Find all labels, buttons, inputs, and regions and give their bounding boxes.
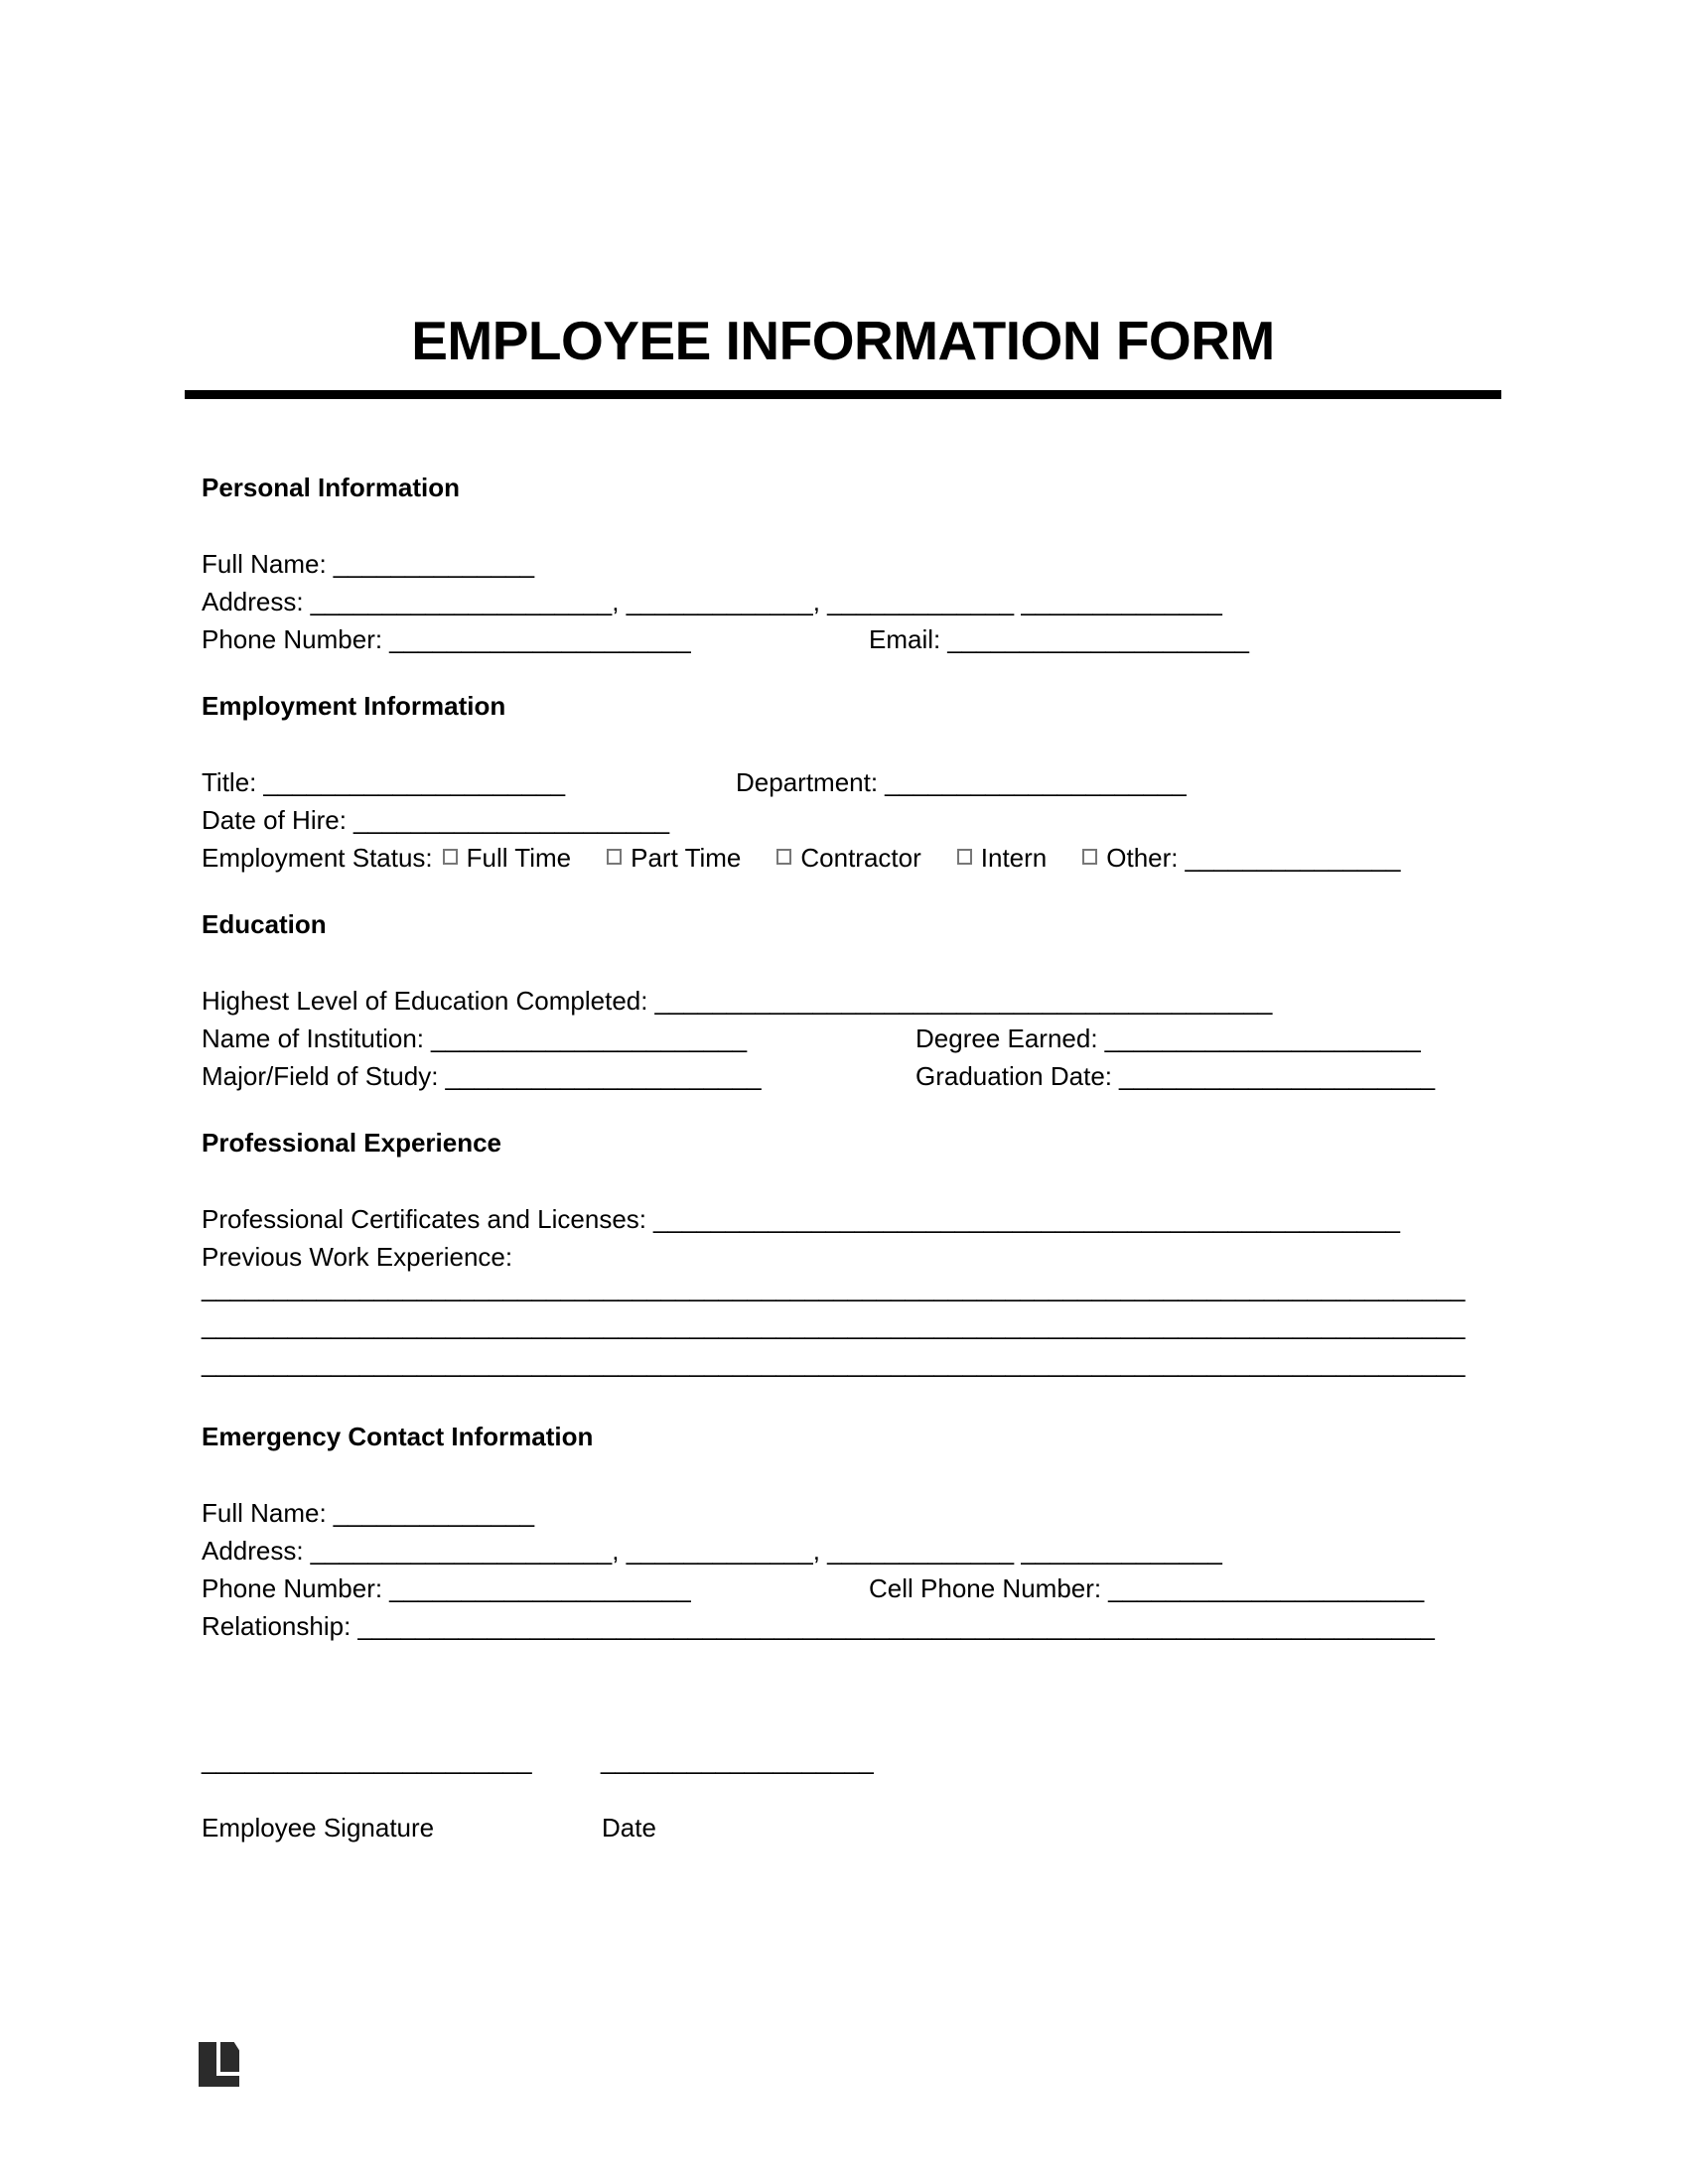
employment-title-dept-row: [202, 763, 1187, 801]
graduation-date-blank[interactable]: ______________________: [1119, 1061, 1436, 1091]
job-title-blank[interactable]: _____________________: [263, 767, 566, 797]
relationship-label: Relationship:: [202, 1611, 352, 1641]
cell-phone-blank[interactable]: ______________________: [1108, 1573, 1425, 1603]
date-of-hire-row: [202, 801, 669, 839]
relationship-blank[interactable]: ___________________________________________________________________________: [357, 1611, 1435, 1641]
degree-earned-blank[interactable]: ______________________: [1104, 1024, 1421, 1053]
employee-signature-label: Employee Signature: [202, 1813, 435, 1843]
previous-work-label: Previous Work Experience:: [202, 1242, 513, 1272]
graduation-group: [915, 1057, 1435, 1095]
full-name-blank[interactable]: ______________: [333, 549, 535, 579]
personal-phone-email-row: [202, 620, 1249, 658]
signature-lines-row: [202, 1741, 874, 1779]
status-option-contractor: [776, 843, 920, 873]
signature-labels-row: [202, 1809, 656, 1846]
date-label: Date: [602, 1813, 656, 1843]
status-option-part-time: [607, 843, 741, 873]
work-experience-blank[interactable]: ________________________________________________________________________________________: [202, 1273, 1466, 1302]
checkbox-icon[interactable]: [1082, 849, 1097, 865]
department-blank[interactable]: _____________________: [885, 767, 1187, 797]
emergency-phone-row: [202, 1570, 1425, 1607]
work-experience-line-3: [202, 1344, 1465, 1382]
institution-blank[interactable]: ______________________: [431, 1024, 748, 1053]
emergency-full-name-row: [202, 1494, 534, 1532]
status-option-label: Other:: [1106, 843, 1179, 873]
highest-education-row: [202, 982, 1272, 1020]
emergency-contact-heading: Emergency Contact Information: [202, 1422, 594, 1451]
emergency-phone-blank[interactable]: _____________________: [389, 1573, 691, 1603]
degree-earned-label: Degree Earned:: [915, 1024, 1098, 1053]
email-label: Email:: [869, 624, 941, 654]
major-label: Major/Field of Study:: [202, 1061, 439, 1091]
status-other-blank[interactable]: _______________: [1185, 843, 1401, 873]
emergency-full-name-blank[interactable]: ______________: [333, 1498, 535, 1528]
emergency-phone-label: Phone Number:: [202, 1573, 383, 1603]
title-divider-rule: [185, 390, 1501, 399]
department-label: Department:: [736, 767, 879, 797]
work-experience-line-1: [202, 1269, 1465, 1306]
checkbox-icon[interactable]: [443, 849, 458, 865]
certificates-row: [202, 1200, 1400, 1238]
highest-education-blank[interactable]: ___________________________________________: [654, 986, 1273, 1016]
employee-signature-blank[interactable]: _______________________: [202, 1745, 532, 1775]
date-label-group: [602, 1809, 656, 1846]
cell-phone-group: [869, 1570, 1424, 1607]
degree-group: [915, 1020, 1421, 1057]
employment-status-label: Employment Status:: [202, 843, 433, 873]
phone-number-blank[interactable]: _____________________: [389, 624, 691, 654]
relationship-row: [202, 1607, 1435, 1645]
department-group: [736, 763, 1187, 801]
date-blank[interactable]: ___________________: [601, 1745, 874, 1775]
status-option-label: Part Time: [631, 843, 742, 873]
address-blank[interactable]: _____________________, _____________, _____________ ______________: [310, 587, 1222, 616]
certificates-label: Professional Certificates and Licenses:: [202, 1204, 647, 1234]
emergency-address-blank[interactable]: _____________________, _____________, _____________ ______________: [310, 1536, 1222, 1566]
personal-full-name-row: [202, 545, 534, 583]
full-name-label: Full Name:: [202, 549, 327, 579]
employment-information-heading: Employment Information: [202, 691, 506, 721]
logo-right-block: [220, 2042, 239, 2072]
status-option-other: [1082, 843, 1400, 873]
date-of-hire-blank[interactable]: ______________________: [352, 805, 670, 835]
emergency-address-row: [202, 1532, 1222, 1570]
checkbox-icon[interactable]: [957, 849, 972, 865]
highest-education-label: Highest Level of Education Completed:: [202, 986, 648, 1016]
logo-bottom-strip: [199, 2076, 239, 2087]
status-option-label: Intern: [980, 843, 1048, 873]
work-experience-blank[interactable]: ________________________________________________________________________________________: [202, 1348, 1466, 1378]
email-blank[interactable]: _____________________: [947, 624, 1249, 654]
graduation-date-label: Graduation Date:: [915, 1061, 1113, 1091]
status-option-full-time: [443, 843, 571, 873]
work-experience-blank[interactable]: ________________________________________________________________________________________: [202, 1310, 1466, 1340]
email-group: [869, 620, 1249, 658]
job-title-label: Title:: [202, 767, 257, 797]
work-experience-line-2: [202, 1306, 1465, 1344]
date-of-hire-label: Date of Hire:: [202, 805, 347, 835]
institution-degree-row: [202, 1020, 1421, 1057]
personal-information-heading: Personal Information: [202, 473, 461, 502]
major-graduation-row: [202, 1057, 1436, 1095]
status-option-label: Contractor: [800, 843, 921, 873]
major-blank[interactable]: ______________________: [445, 1061, 762, 1091]
emergency-full-name-label: Full Name:: [202, 1498, 327, 1528]
page-title: EMPLOYEE INFORMATION FORM: [411, 310, 1275, 371]
checkbox-icon[interactable]: [607, 849, 622, 865]
institution-label: Name of Institution:: [202, 1024, 424, 1053]
status-option-intern: [957, 843, 1048, 873]
date-blank-group: [601, 1741, 874, 1779]
checkbox-icon[interactable]: [776, 849, 791, 865]
phone-number-label: Phone Number:: [202, 624, 383, 654]
emergency-address-label: Address:: [202, 1536, 304, 1566]
status-option-label: Full Time: [466, 843, 572, 873]
address-label: Address:: [202, 587, 304, 616]
employment-status-row: [202, 839, 1400, 877]
cell-phone-label: Cell Phone Number:: [869, 1573, 1102, 1603]
professional-experience-heading: Professional Experience: [202, 1128, 502, 1158]
personal-address-row: [202, 583, 1222, 620]
education-heading: Education: [202, 909, 327, 939]
legal-templates-logo-icon: [199, 2042, 239, 2087]
certificates-blank[interactable]: ____________________________________________________: [653, 1204, 1400, 1234]
